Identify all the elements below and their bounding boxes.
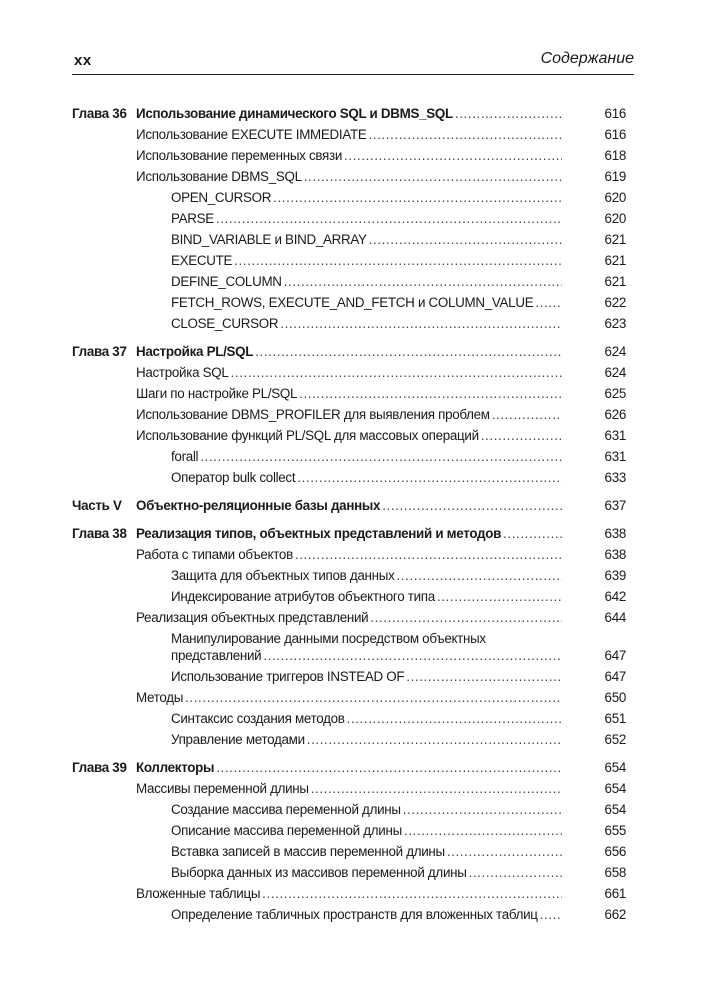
toc-page-number: 647: [604, 648, 626, 663]
toc-entry-title: BIND_VARIABLE и BIND_ARRAY: [171, 232, 367, 247]
toc-page-number: 651: [604, 711, 626, 726]
toc-entry-leader-row: [136, 341, 562, 362]
dot-leader: [284, 271, 562, 292]
toc-entry-leader-row: [136, 362, 562, 383]
toc-chapter-entry[interactable]: [72, 103, 626, 124]
toc-page-number: 633: [604, 470, 626, 485]
toc-entry-title: Вложенные таблицы: [136, 886, 261, 901]
toc-chapter-entry[interactable]: [72, 757, 626, 778]
chapter-label: Глава 38: [72, 526, 127, 541]
dot-leader: [344, 145, 562, 166]
toc-page-number: 656: [604, 844, 626, 859]
toc-entry-title: Определение табличных пространств для вложенных таблиц: [171, 907, 538, 922]
toc-entry[interactable]: [72, 145, 626, 166]
toc-entry-leader-row: [136, 883, 562, 904]
toc-entry-title: Индексирование атрибутов объектного типа: [171, 589, 435, 604]
toc-page-number: 620: [604, 190, 626, 205]
toc-page-number: 622: [604, 295, 626, 310]
toc-page-number: 631: [604, 449, 626, 464]
dot-leader: [469, 862, 562, 883]
toc-entry-leader-row: [171, 904, 562, 925]
toc-page-number: 637: [604, 498, 626, 513]
toc-entry[interactable]: [72, 883, 626, 904]
toc-entry[interactable]: [72, 446, 626, 467]
toc-page-number: 662: [604, 907, 626, 922]
dot-leader: [396, 565, 562, 586]
toc-entry-title: Вставка записей в массив переменной длины: [171, 844, 445, 859]
toc-entry-title: EXECUTE: [171, 253, 233, 268]
toc-entry[interactable]: [72, 383, 626, 404]
toc-entry-leader-row: [136, 544, 562, 565]
toc-entry-leader-row: [171, 292, 562, 313]
toc-entry-title: Использование переменных связи: [136, 148, 343, 163]
dot-leader: [492, 404, 562, 425]
toc-entry-title: Настройка SQL: [136, 365, 229, 380]
toc-entry-leader-row: [171, 208, 562, 229]
toc-entry[interactable]: [72, 313, 626, 334]
toc-entry-leader-row: [171, 799, 562, 820]
toc-entry-title: Использование EXECUTE IMMEDIATE: [136, 127, 367, 142]
chapter-label: Глава 36: [72, 106, 127, 121]
toc-entry-title: Выборка данных из массивов переменной длины: [171, 865, 467, 880]
toc-entry-title: Реализация типов, объектных представлений и методов: [136, 526, 502, 541]
toc-entry-title: CLOSE_CURSOR: [171, 316, 279, 331]
toc-entry-title: Создание массива переменной длины: [171, 802, 401, 817]
dot-leader: [503, 523, 562, 544]
toc-page-number: 626: [604, 407, 626, 422]
toc-entry-title: Использование функций PL/SQL для массовых операций: [136, 428, 479, 443]
dot-leader: [299, 383, 562, 404]
toc-entry-leader-row: [136, 124, 562, 145]
toc-entry-title: PARSE: [171, 211, 214, 226]
toc-entry-title: Работа с типами объектов: [136, 547, 293, 562]
toc-entry-leader-row: [171, 708, 562, 729]
toc-page-number: 621: [604, 253, 626, 268]
toc-entry[interactable]: [72, 820, 626, 841]
toc-entry-title: Использование динамического SQL и DBMS_SQL: [136, 106, 453, 121]
toc-entry-leader-row: [171, 187, 562, 208]
toc-entry-leader-row: [171, 229, 562, 250]
toc-entry-title: FETCH_ROWS, EXECUTE_AND_FETCH и COLUMN_VALUE: [171, 295, 534, 310]
running-header: [72, 50, 634, 72]
toc-entry-leader-row: [136, 145, 562, 166]
dot-leader: [295, 544, 562, 565]
toc-entry-leader-row: [136, 103, 562, 124]
toc-entry-leader-row: [136, 757, 562, 778]
dot-leader: [273, 187, 562, 208]
toc-entry-title: DEFINE_COLUMN: [171, 274, 282, 289]
toc-page-number: 652: [604, 732, 626, 747]
dot-leader: [234, 250, 562, 271]
toc-entry-title: Шаги по настройке PL/SQL: [136, 386, 298, 401]
page-number-roman: xx: [74, 52, 92, 69]
chapter-label: Глава 37: [72, 344, 127, 359]
dot-leader: [370, 607, 562, 628]
toc-chapter-entry[interactable]: [72, 523, 626, 544]
toc-entry[interactable]: [72, 187, 626, 208]
toc-entry[interactable]: [72, 544, 626, 565]
toc-entry[interactable]: [72, 208, 626, 229]
toc-entry-leader-row: [136, 166, 562, 187]
toc-page-number: 638: [604, 547, 626, 562]
toc-page-number: 654: [604, 781, 626, 796]
dot-leader: [347, 708, 562, 729]
toc-page-number: 655: [604, 823, 626, 838]
toc-entry-leader-row: [171, 565, 562, 586]
section-gap: [72, 334, 626, 341]
toc-entry[interactable]: [72, 607, 626, 628]
toc-entry[interactable]: [72, 708, 626, 729]
toc-page-number: 639: [604, 568, 626, 583]
toc-entry-leader-row: [171, 313, 562, 334]
toc-entry-title-line1: Манипулирование данными посредством объектных: [171, 631, 486, 646]
toc-entry[interactable]: [72, 362, 626, 383]
toc-entry-leader-row: [171, 841, 562, 862]
toc-entry[interactable]: [72, 124, 626, 145]
toc-entry[interactable]: [72, 729, 626, 750]
dot-leader: [455, 103, 562, 124]
toc-entry-leader-row: [171, 467, 562, 488]
section-title: Содержание: [540, 50, 634, 67]
toc-entry-leader-row: [136, 523, 562, 544]
dot-leader: [231, 362, 562, 383]
toc-entry-title: представлений: [171, 648, 262, 663]
toc-entry-title: Массивы переменной длины: [136, 781, 309, 796]
dot-leader: [216, 757, 562, 778]
toc-entry-title: Объектно-реляционные базы данных: [136, 498, 381, 513]
dot-leader: [255, 341, 562, 362]
toc-page-number: 644: [604, 610, 626, 625]
toc-entry[interactable]: [72, 250, 626, 271]
header-divider: [72, 74, 634, 75]
toc-page-number: 624: [604, 365, 626, 380]
dot-leader: [185, 687, 562, 708]
toc-page-number: 631: [604, 428, 626, 443]
toc-entry-leader-row: [171, 729, 562, 750]
toc-page-number: 654: [604, 760, 626, 775]
chapter-label: Часть V: [72, 498, 122, 513]
toc-entry-leader-row: [136, 383, 562, 404]
toc-entry-title: Коллекторы: [136, 760, 215, 775]
toc-page-number: 623: [604, 316, 626, 331]
dot-leader: [437, 586, 562, 607]
dot-leader: [304, 166, 562, 187]
toc-entry[interactable]: [72, 425, 626, 446]
toc-entry-leader-row: [171, 820, 562, 841]
dot-leader: [262, 883, 562, 904]
section-gap: [72, 750, 626, 757]
toc-entry-title: Методы: [136, 690, 184, 705]
toc-page-number: 650: [604, 690, 626, 705]
toc-entry-leader-row: [136, 687, 562, 708]
toc-entry[interactable]: [72, 404, 626, 425]
toc-entry-title: Реализация объектных представлений: [136, 610, 369, 625]
toc-page-number: 616: [604, 127, 626, 142]
toc-entry-title: Управление методами: [171, 732, 305, 747]
toc-entry-leader-row: [171, 271, 562, 292]
dot-leader: [369, 229, 562, 250]
toc-chapter-entry[interactable]: [72, 341, 626, 362]
toc-entry[interactable]: [72, 292, 626, 313]
dot-leader: [307, 729, 562, 750]
toc-entry-title: Использование DBMS_PROFILER для выявления проблем: [136, 407, 490, 422]
dot-leader: [297, 467, 562, 488]
dot-leader: [404, 820, 562, 841]
dot-leader: [481, 425, 562, 446]
toc-entry[interactable]: [72, 687, 626, 708]
dot-leader: [382, 495, 562, 516]
toc-entry-leader-row: [136, 425, 562, 446]
dot-leader: [200, 446, 562, 467]
toc-entry-leader-row: [171, 250, 562, 271]
toc-entry[interactable]: [72, 778, 626, 799]
toc-entry-leader-row: [171, 446, 562, 467]
toc-page-number: 621: [604, 232, 626, 247]
toc-chapter-entry[interactable]: [72, 495, 626, 516]
dot-leader: [311, 778, 562, 799]
toc-page-number: 621: [604, 274, 626, 289]
toc-entry-leader-row: [136, 778, 562, 799]
toc-page-number: 625: [604, 386, 626, 401]
toc-page-number: 654: [604, 802, 626, 817]
toc-entry[interactable]: [72, 628, 626, 666]
toc-page-number: 661: [604, 886, 626, 901]
toc-entry[interactable]: [72, 229, 626, 250]
toc-entry-title: Настройка PL/SQL: [136, 344, 254, 359]
dot-leader: [540, 904, 562, 925]
toc-entry-leader-row: [171, 645, 562, 666]
toc-entry-title: Синтаксис создания методов: [171, 711, 345, 726]
toc-entry[interactable]: [72, 271, 626, 292]
toc-entry-leader-row: [136, 495, 562, 516]
chapter-label: Глава 39: [72, 760, 127, 775]
toc-entry-title: Описание массива переменной длины: [171, 823, 402, 838]
toc-page-number: 642: [604, 589, 626, 604]
toc-entry[interactable]: [72, 841, 626, 862]
dot-leader: [535, 292, 562, 313]
toc-page-number: 638: [604, 526, 626, 541]
toc-entry-title: OPEN_CURSOR: [171, 190, 272, 205]
toc-entry-leader-row: [171, 586, 562, 607]
toc-entry[interactable]: [72, 166, 626, 187]
toc-page-number: 618: [604, 148, 626, 163]
toc-page-number: 619: [604, 169, 626, 184]
toc-entry-title: Защита для объектных типов данных: [171, 568, 395, 583]
toc-entry[interactable]: [72, 862, 626, 883]
dot-leader: [447, 841, 562, 862]
toc-entry[interactable]: [72, 467, 626, 488]
toc-entry[interactable]: [72, 666, 626, 687]
toc-entry-title: Использование DBMS_SQL: [136, 169, 302, 184]
dot-leader: [403, 799, 562, 820]
toc-entry-title: Оператор bulk collect: [171, 470, 296, 485]
section-gap: [72, 488, 626, 495]
section-gap: [72, 516, 626, 523]
dot-leader: [406, 666, 562, 687]
dot-leader: [216, 208, 562, 229]
toc-entry-leader-row: [171, 666, 562, 687]
toc-page-number: 616: [604, 106, 626, 121]
toc-entry[interactable]: [72, 799, 626, 820]
dot-leader: [368, 124, 562, 145]
toc-entry[interactable]: [72, 904, 626, 925]
toc-entry-leader-row: [136, 607, 562, 628]
dot-leader: [280, 313, 562, 334]
toc-entry-leader-row: [171, 862, 562, 883]
table-of-contents: [72, 103, 626, 925]
toc-entry[interactable]: [72, 586, 626, 607]
toc-entry[interactable]: [72, 565, 626, 586]
toc-entry-leader-row: [136, 404, 562, 425]
toc-page-number: 620: [604, 211, 626, 226]
toc-entry-title: forall: [171, 449, 199, 464]
toc-entry-title: Использование триггеров INSTEAD OF: [171, 669, 405, 684]
toc-page-number: 624: [604, 344, 626, 359]
dot-leader: [263, 645, 562, 666]
toc-page-number: 647: [604, 669, 626, 684]
toc-page-number: 658: [604, 865, 626, 880]
